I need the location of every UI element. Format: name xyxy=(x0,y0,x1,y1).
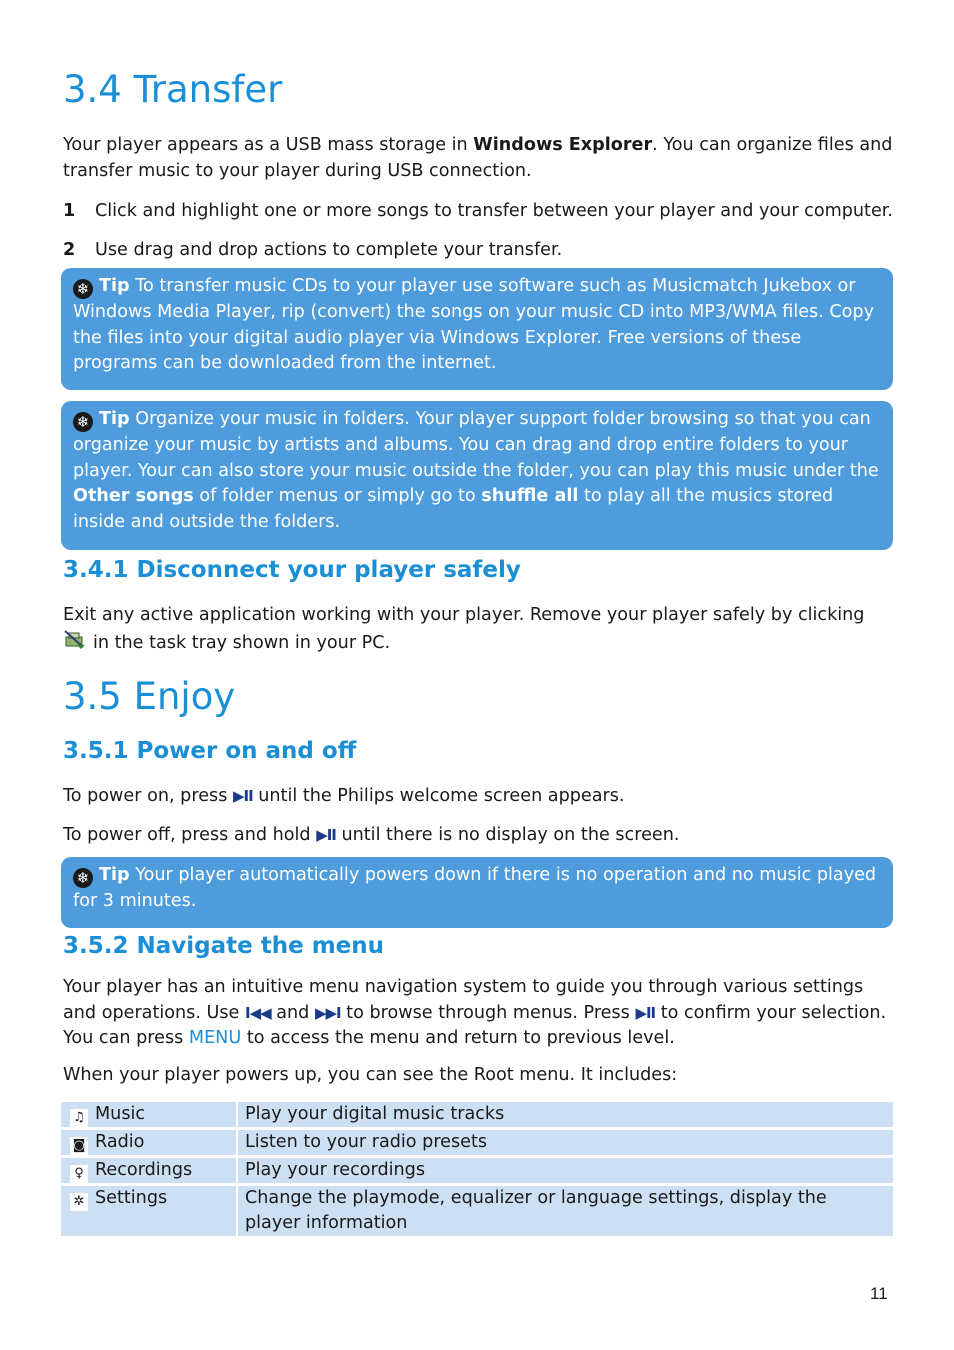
menu-key-label: MENU xyxy=(188,1028,242,1048)
disconnect-text: Exit any active application working with your player. Remove your player safely by clicking in the task tray shown in your PC. xyxy=(63,605,865,653)
section-3-5-1-title: 3.5.1 Power on and off xyxy=(63,738,357,764)
root-menu-intro: When your player powers up, you can see the Root menu. It includes: xyxy=(63,1065,678,1085)
tip-icon: ❄ xyxy=(73,279,93,299)
section-3-5-title: 3.5 Enjoy xyxy=(63,675,236,718)
power-on-text: To power on, press ▶II until the Philips welcome screen appears. xyxy=(63,786,625,806)
play-pause-icon: ▶II xyxy=(316,826,336,844)
tip-icon: ❄ xyxy=(73,412,93,432)
page-number: 11 xyxy=(870,1284,888,1303)
step-2: 2 Use drag and drop actions to complete your transfer. xyxy=(63,240,563,260)
table-row: ♀ Recordings Play your recordings xyxy=(61,1157,893,1185)
radio-icon: ◙ xyxy=(70,1137,88,1155)
section-3-5-2-title: 3.5.2 Navigate the menu xyxy=(63,933,385,959)
power-off-text: To power off, press and hold ▶II until there is no display on the screen. xyxy=(63,825,680,845)
safely-remove-icon xyxy=(63,629,87,651)
tip-box-transfer: ❄ Tip To transfer music CDs to your player use software such as Musicmatch Jukebox or Windows Media Player, rip (convert) the songs on your music CD into MP3/WMA files. Copy the files into your digital audio player via Windows Explorer. Free versions of these programs can be downloaded from the internet. xyxy=(61,268,893,390)
previous-icon: I◀◀ xyxy=(244,1003,271,1022)
section-3-4-1-title: 3.4.1 Disconnect your player safely xyxy=(63,557,521,583)
play-pause-icon: ▶II xyxy=(635,1003,656,1022)
section-3-4-title: 3.4 Transfer xyxy=(63,68,283,111)
tip-box-power: ❄ Tip Your player automatically powers down if there is no operation and no music played for 3 minutes. xyxy=(61,857,893,928)
table-row: ✲ Settings Change the playmode, equalizer or language settings, display the player information xyxy=(61,1185,893,1238)
step-1: 1 Click and highlight one or more songs to transfer between your player and your computer. xyxy=(63,201,893,221)
play-pause-icon: ▶II xyxy=(232,787,253,805)
navigate-text: Your player has an intuitive menu navigation system to guide you through various settings and operations. Use I◀◀ and ▶▶I to browse through menus. Press ▶II to confirm your selection. You can press MENU to access the menu and return to previous level. xyxy=(63,977,887,1048)
transfer-intro: Your player appears as a USB mass storage in Windows Explorer. You can organize files and transfer music to your player during USB connection. xyxy=(63,135,893,181)
table-row: ◙ Radio Listen to your radio presets xyxy=(61,1129,893,1157)
music-note-icon: ♫ xyxy=(70,1109,88,1127)
next-icon: ▶▶I xyxy=(314,1003,341,1022)
gear-icon: ✲ xyxy=(70,1193,88,1211)
root-menu-table xyxy=(61,1102,893,1239)
table-row: ♫ Music Play your digital music tracks xyxy=(61,1102,893,1129)
tip-icon: ❄ xyxy=(73,868,93,888)
tip-box-folders: ❄ Tip Organize your music in folders. Your player support folder browsing so that you can organize your music by artists and albums. You can drag and drop entire folders to your player. Your can also store your music outside the folder, you can play this music under the Other songs of folder menus or simply go to shuffle all to play all the musics stored inside and outside the folders. xyxy=(61,401,893,550)
microphone-icon: ♀ xyxy=(70,1165,88,1183)
